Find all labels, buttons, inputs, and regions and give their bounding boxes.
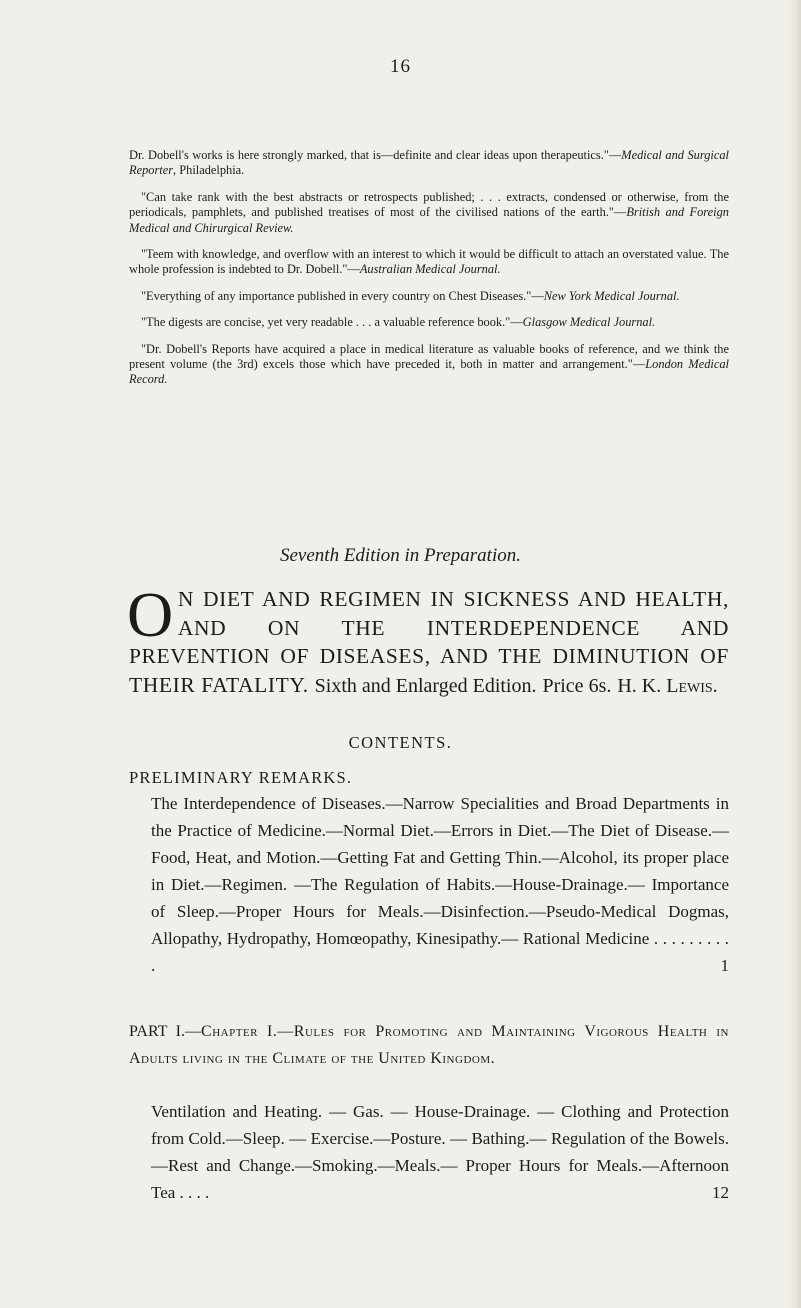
part-one-heading xyxy=(129,1018,729,1072)
chapter-heading: Chapter I.—Rules for Promoting and Maintaining Vigorous Health in Adults living in the Climate of the United Kingdom. xyxy=(129,1023,729,1067)
page-reference: 12 xyxy=(712,1183,729,1202)
review-text: "Teem with knowledge, and overflow with an interest to which it would be difficult to attach an overstated value. The whole profession is indebted to Dr. Dobell."— xyxy=(129,247,729,277)
review-text: "Dr. Dobell's Reports have acquired a place in medical literature as valuable books of reference, and we think the present volume (the 3rd) excels those which have preceded it, both in matter and arrangement."— xyxy=(129,341,729,372)
preliminary-heading: PRELIMINARY REMARKS. xyxy=(129,768,353,787)
review-source: Glasgow Medical Journal. xyxy=(522,315,656,330)
review-source-suffix: , Philadelphia. xyxy=(173,163,245,178)
drop-cap: O xyxy=(127,579,174,650)
review-source: Medical and Surgical Reporter xyxy=(129,148,729,178)
book-price: Price 6s. xyxy=(542,674,612,697)
book-publisher: H. K. Lewis. xyxy=(617,674,718,697)
page-number: 16 xyxy=(390,56,411,77)
review-source: New York Medical Journal. xyxy=(543,288,680,303)
preliminary-text: The Interdependence of Diseases.—Narrow Specialities and Broad Departments in the Practice of Medicine.—Normal Diet.—Errors in Diet.—The Diet of Disease.—Food, Heat, and Motion.—Getting Fat and Getting Thin.—Alcohol, its proper place in Diet.—Regimen. —The Regulation of Habits.—House-Drainage.— Importance of Sleep.—Proper Hours for Meals.—Disinfection.—Pseudo-Medical Dogmas, Allopathy, Hydropathy, Homœopathy, Kinesipathy.— Rational Medicine . . . . . . . . . . xyxy=(151,794,729,975)
review-text: "Everything of any importance published in every country on Chest Diseases."— xyxy=(141,288,544,303)
part-label: PART I.— xyxy=(129,1023,202,1040)
edition-note: Seventh Edition in Preparation. xyxy=(280,545,521,566)
review-source: London Medical Record. xyxy=(129,357,730,387)
review-quote xyxy=(129,289,729,304)
review-text: "Can take rank with the best abstracts or retrospects published; . . . extracts, condensed or otherwise, from the periodicals, pamphlets, and published treatises of most of the civilised nations of the earth."— xyxy=(129,189,729,220)
review-source: British and Foreign Medical and Chirurgical Review. xyxy=(129,205,729,235)
review-quote xyxy=(129,190,729,236)
review-text: "The digests are concise, yet very readable . . . a valuable reference book."— xyxy=(141,315,523,330)
review-quotes xyxy=(129,148,729,399)
contents-heading: CONTENTS. xyxy=(348,733,453,752)
book-announcement xyxy=(127,579,729,700)
review-quote xyxy=(129,148,729,179)
book-edition: Sixth and Enlarged Edition. xyxy=(314,674,537,697)
chapter-text: Ventilation and Heating. — Gas. — House-Drainage. — Clothing and Protection from Cold.—Sleep. — Exercise.—Posture. — Bathing.— Regulation of the Bowels.—Rest and Change.—Smoking.—Meals.— Proper Hours for Meals.—Afternoon Tea . . . . xyxy=(151,1102,729,1202)
review-quote xyxy=(129,342,729,388)
page-edge-shadow xyxy=(787,0,801,1308)
review-quote xyxy=(129,247,729,278)
chapter-one-contents xyxy=(151,1098,729,1206)
preliminary-contents xyxy=(151,790,729,979)
page-reference: 1 xyxy=(720,956,729,975)
review-text: Dr. Dobell's works is here strongly marked, that is—definite and clear ideas upon therapeutics."— xyxy=(129,148,622,162)
review-quote xyxy=(129,315,729,330)
review-source: Australian Medical Journal. xyxy=(359,262,501,277)
book-title: N DIET AND REGIMEN IN SICKNESS AND HEALTH, AND ON THE INTERDEPENDENCE AND PREVENTION OF DISEASES, AND THE DIMINUTION OF THEIR FATALITY. xyxy=(129,587,729,697)
